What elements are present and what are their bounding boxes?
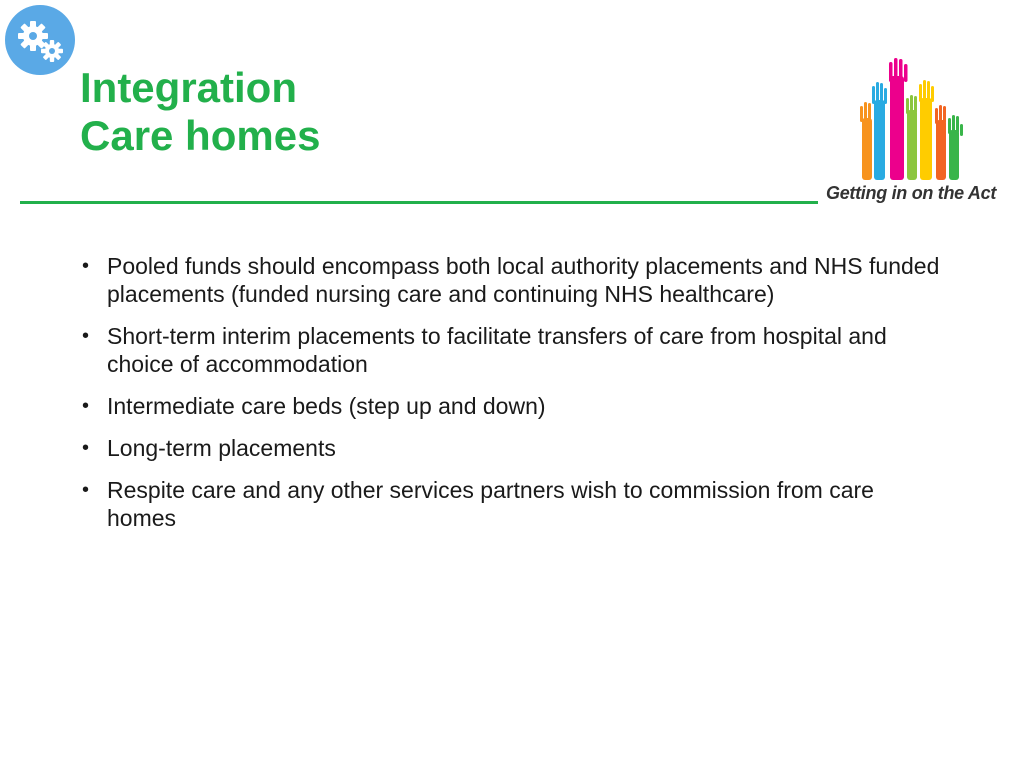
page-title (80, 64, 320, 160)
logo-text: Getting in on the Act (826, 183, 997, 203)
bullet-marker: • (82, 255, 90, 277)
bullet-text: Short-term interim placements to facilitate transfers of care from hospital and choice of accommodation (107, 323, 887, 377)
bullet-text: Intermediate care beds (step up and down) (107, 393, 546, 419)
bullet-marker: • (82, 437, 90, 459)
list-item (80, 392, 940, 420)
list-item (80, 476, 940, 532)
bullet-marker: • (82, 479, 90, 501)
bullet-marker: • (82, 325, 90, 347)
bullet-text: Respite care and any other services partners wish to commission from care homes (107, 477, 874, 531)
bullet-marker: • (82, 395, 90, 417)
bullet-list (80, 252, 940, 546)
logo (820, 58, 1000, 210)
list-item (80, 252, 940, 308)
raised-hands-icon (860, 58, 970, 183)
bullet-text: Long-term placements (107, 435, 336, 461)
list-item (80, 434, 940, 462)
list-item (80, 322, 940, 378)
gears-icon (5, 5, 75, 75)
title-line-2: Care homes (80, 112, 321, 159)
bullet-text: Pooled funds should encompass both local authority placements and NHS funded placements (funded nursing care and continuing NHS healthcare) (107, 253, 940, 307)
title-line-1: Integration (80, 64, 297, 111)
title-divider (20, 201, 818, 204)
